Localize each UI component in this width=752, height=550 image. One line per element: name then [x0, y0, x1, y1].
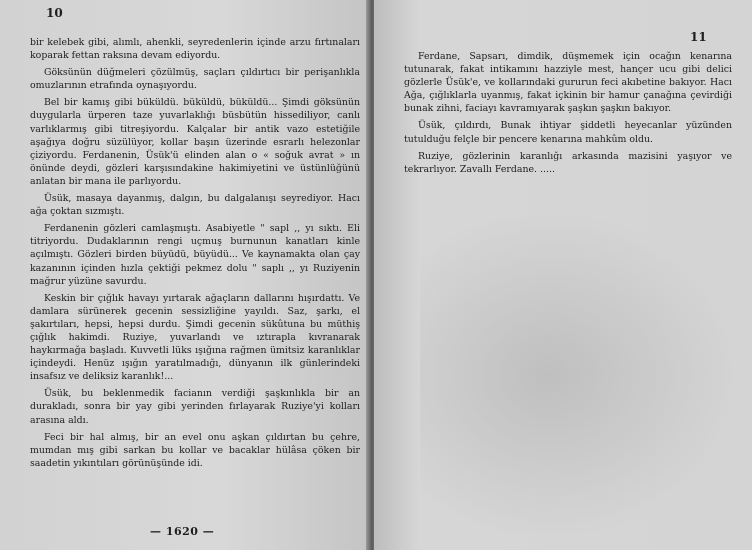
folio-number: — 1620 — [150, 525, 215, 538]
page-shading [420, 210, 740, 540]
paragraph: Üsük, çıldırdı, Bunak ihtiyar şiddetli heyecanlar yüzünden tutulduğu felçle bir pencere kenarına mahkûm oldu. [404, 120, 732, 145]
paragraph: Üsük, masaya dayanmış, dalgın, bu dalgalanışı seyrediyor. Hacı ağa çoktan sızmıştı. [30, 193, 360, 218]
paragraph: Ferdane, Sapsarı, dimdik, düşmemek için ocağın kenarına tutunarak, fakat intikamını hazziyle mest, hançer ucu gibi delici gözlerle Üsük'e, ve kollarındaki gururun feci akıbetine bakıyor. Hacı Ağa, çığlıklarla uyanmış, fakat içkinin bir hamur çanağına çevirdiği bunak zihni, faciayı kavramıyarak şaşkın şaşkın bakıyor. [404, 51, 732, 115]
paragraph: Keskin bir çığlık havayı yırtarak ağaçların dallarını hışırdattı. Ve damlara sürünerek gecenin sessizliğine yayıldı. Saz, şarkı, el şakırtıları, hepsi, hepsi durdu. Şimdi gecenin sükûtuna bu müthiş çığlık hakimdi. Ruziye, yuvarlandı ve ıztırapla kıvranarak haykırmağa başladı. Kuvvetli lüks ışığına rağmen ümitsiz karanlıklar içindeydi. Henüz ışığın yaratılmadığı, dünyanın ilk günlerindeki insafsız ve deliksiz karanlık!... [30, 292, 360, 383]
left-page-number: 10 [46, 6, 63, 20]
right-page-text [404, 50, 732, 180]
paragraph: Ruziye, gözlerinin karanlığı arkasında mazisini yaşıyor ve tekrarlıyor. Zavallı Ferdane. ..... [404, 150, 732, 175]
paragraph: Göksünün düğmeleri çözülmüş, saçları çıldırtıcı bir perişanlıkla omuzlarının etrafında oynaşıyordu. [30, 67, 360, 92]
right-page-number: 11 [690, 30, 707, 44]
paragraph: Bel bir kamış gibi büküldü. büküldü, büküldü... Şimdi göksünün duygularla ürperen taze yuvarlaklığı büsbütün hissediliyor, canlı varlıklarmış gibi titreşiyordu. Kalçalar bir antik vazo estetiğile aşağıya doğru süzülüyor, kollar başın üzerinde esrarlı helezonlar çiziyordu. Ferdanenin, Üsük'ü elinden alan o « soğuk avrat » ın önünde deydi, gözleri karşısındakine hakimiyetini ve üstünlüğünü anlatan bir mana ile parlıyordu. [30, 97, 360, 187]
paragraph: Üsük, bu beklenmedik facianın verdiği şaşkınlıkla bir an durakladı, sonra bir yay gibi yerinden fırlayarak Ruziye'yi kolları arasına aldı. [30, 388, 360, 426]
left-page-text [30, 36, 360, 474]
left-page [0, 0, 372, 550]
paragraph: bir kelebek gibi, alımlı, ahenkli, seyredenlerin içinde arzu fırtınaları koparak fettan raksına devam ediyordu. [30, 37, 360, 62]
paragraph: Ferdanenin gözleri camlaşmıştı. Asabiyetle " sapl ,, yı sıktı. Eli titriyordu. Dudaklarının rengi uçmuş burnunun kanatları kinle açılmıştı. Gözleri birden büyüdü, büyüdü... Ve kaynamakta olan çay kazanının içinden hızla çektiği pekmez dolu " saplı ,, yı Ruziyenin mağrur yüzüne savurdu. [30, 223, 360, 287]
paragraph: Feci bir hal almış, bir an evel onu aşkan çıldırtan bu çehre, mumdan mış gibi sarkan bu kollar ve bacaklar hülâsa çöken bir saadetin yıkıntıları görünüşünde idi. [30, 431, 360, 469]
